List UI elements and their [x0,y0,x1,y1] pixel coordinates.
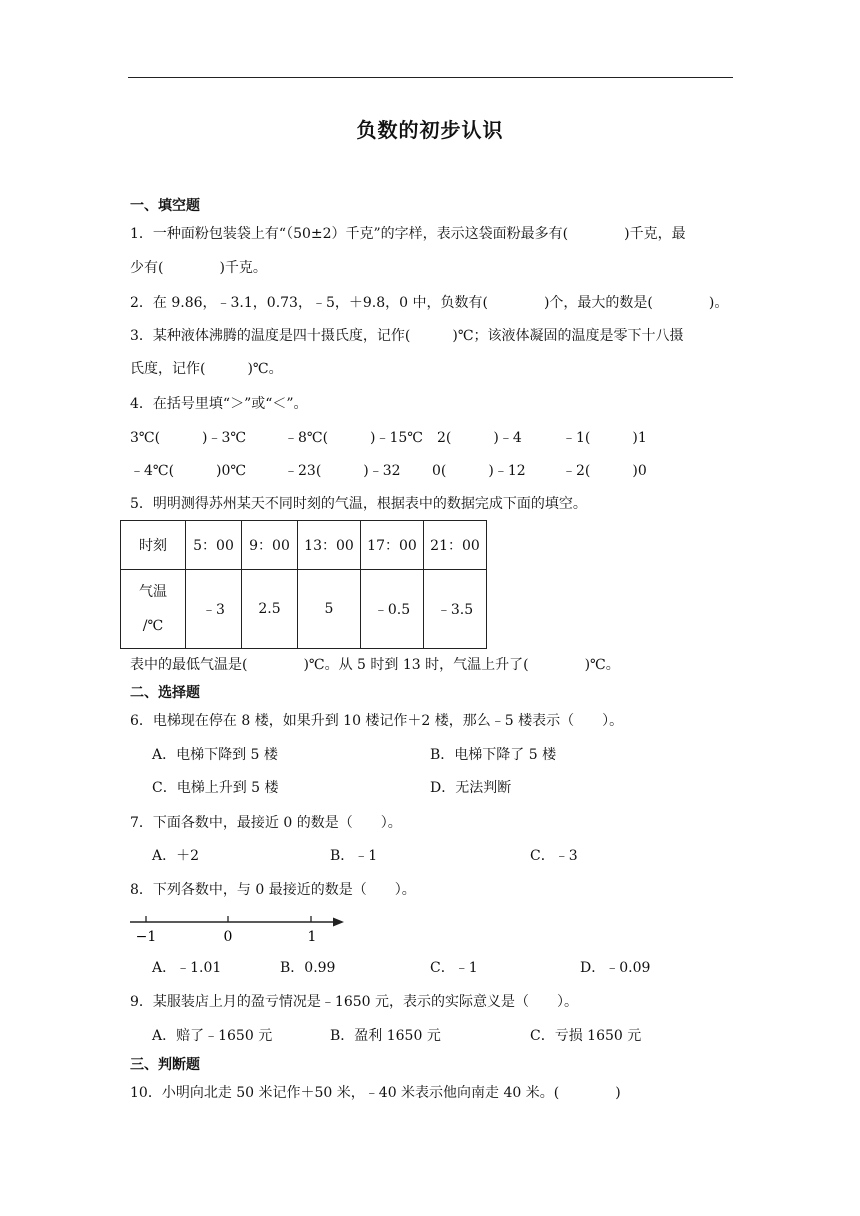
question-3-line-1: 3．某种液体沸腾的温度是四十摄氏度，记作( )℃；该液体凝固的温度是零下十八摄 [130,328,684,344]
question-4-item: ﹣1( )1 [562,430,647,446]
question-1-line-2: 少有( )千克。 [130,260,267,276]
section-heading-true-false: 三、判断题 [130,1057,200,1073]
option-a: A．﹣1.01 [152,960,222,976]
question-6-stem: 6．电梯现在停在 8 楼，如果升到 10 楼记作＋2 楼，那么﹣5 楼表示（ ）。 [130,713,624,729]
question-3-line-2: 氏度，记作( )℃。 [130,361,283,377]
question-4-item: ﹣4℃( )0℃ [130,463,247,479]
option-c: C．﹣3 [530,848,578,864]
question-5-followup: 表中的最低气温是( )℃。从 5 时到 13 时，气温上升了( )℃。 [130,657,620,673]
table-temp-cell: 2.5 [242,570,298,649]
section-heading-fill-in: 一、填空题 [130,198,200,214]
header-rule [128,77,733,78]
table-time-cell: 13：00 [298,521,361,570]
question-8-stem: 8．下列各数中，与 0 最接近的数是（ ）。 [130,882,416,898]
question-9-stem: 9．某服装店上月的盈亏情况是﹣1650 元，表示的实际意义是（ ）。 [130,994,578,1010]
page-title: 负数的初步认识 [356,118,504,142]
number-line-figure [128,912,348,946]
question-7-stem: 7．下面各数中，最接近 0 的数是（ ）。 [130,815,402,831]
number-line-label: 0 [223,929,233,945]
question-4-stem: 4．在括号里填“＞”或“＜”。 [130,396,308,412]
number-line-label: 1 [307,929,317,945]
number-line-label: −1 [135,929,157,945]
option-c: C．﹣1 [430,960,478,976]
temp-label-line-2: /℃ [142,618,164,634]
option-d: D．无法判断 [430,780,512,796]
question-10: 10．小明向北走 50 米记作＋50 米，﹣40 米表示他向南走 40 米。( ) [130,1085,621,1101]
question-5-stem: 5．明明测得苏州某天不同时刻的气温，根据表中的数据完成下面的填空。 [130,496,587,512]
question-4-item: ﹣2( )0 [562,463,647,479]
table-temp-cell: ﹣3.5 [424,570,487,649]
option-d: D．﹣0.09 [580,960,651,976]
option-c: C．亏损 1650 元 [530,1028,642,1044]
option-a: A．赔了﹣1650 元 [152,1028,273,1044]
table-time-cell: 5：00 [186,521,242,570]
table-time-cell: 9：00 [242,521,298,570]
question-4-item: ﹣23( )﹣32 [284,463,401,479]
table-header-label: 时刻 [121,521,186,570]
temp-label-line-1: 气温 [139,584,167,600]
question-4-item: ﹣8℃( )﹣15℃ [284,430,423,446]
question-4-item: 3℃( )﹣3℃ [130,430,247,446]
table-temp-cell: ﹣3 [186,570,242,649]
option-b: B．﹣1 [330,848,378,864]
question-4-item: 0( )﹣12 [432,463,526,479]
option-b: B．盈利 1650 元 [330,1028,441,1044]
option-b: B．电梯下降了 5 楼 [430,747,557,763]
table-temp-label [121,570,186,649]
table-temp-cell: 5 [298,570,361,649]
question-1-line-1: 1．一种面粉包装袋上有“（50±2）千克”的字样，表示这袋面粉最多有( )千克，最 [130,226,686,242]
option-a: A．＋2 [152,848,200,864]
question-4-item: 2( )﹣4 [437,430,522,446]
table-temp-cell: ﹣0.5 [361,570,424,649]
option-a: A．电梯下降到 5 楼 [152,747,278,763]
option-b: B．0.99 [280,960,336,976]
section-heading-multiple-choice: 二、选择题 [130,685,200,701]
temperature-table [120,520,487,649]
option-c: C．电梯上升到 5 楼 [152,780,279,796]
number-line-arrow-icon [333,918,344,927]
question-2: 2．在 9.86，﹣3.1，0.73，﹣5，＋9.8，0 中，负数有( )个，最大的数是( )。 [130,295,729,311]
table-time-cell: 17：00 [361,521,424,570]
table-time-cell: 21：00 [424,521,487,570]
